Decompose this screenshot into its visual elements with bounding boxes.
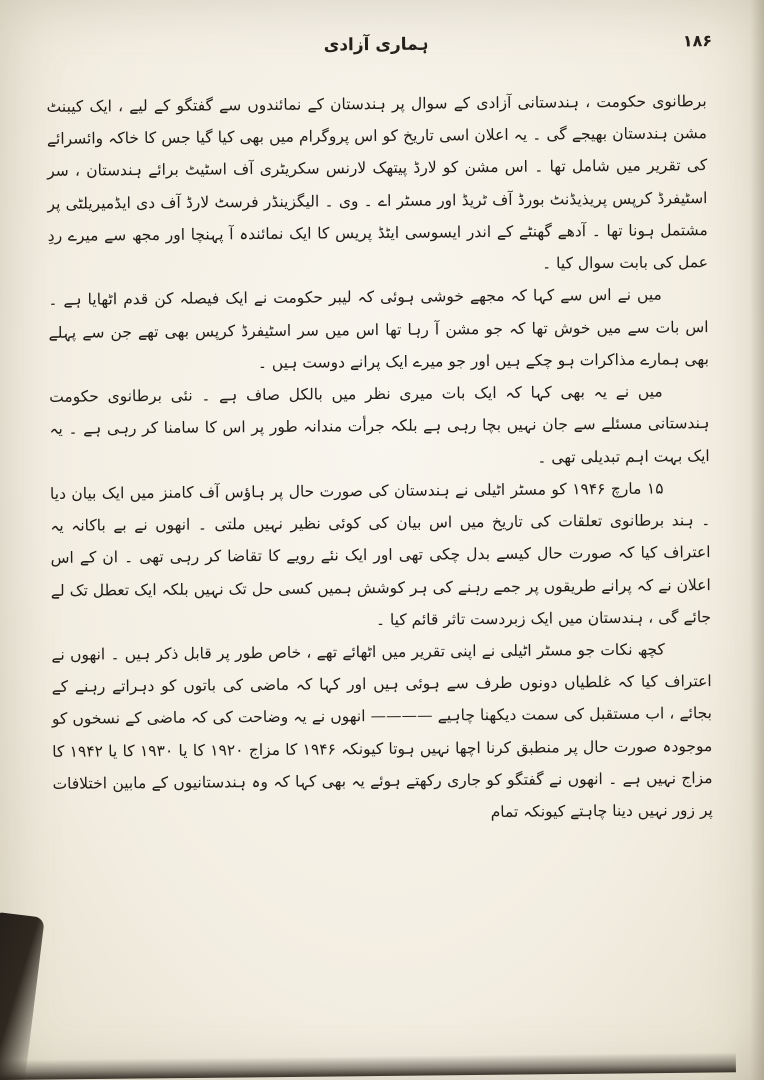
paragraph: کچھ نکات جو مسٹر اٹیلی نے اپنی تقریر میں اٹھائے تھے ، خاص طور پر قابل ذکر ہیں ۔ انھوں نے اعتراف کیا کہ غلطیاں دونوں طرف سے ہوئی ہیں اور کہا کہ ماضی کی باتوں کو دہراتے رہنے کے بجائے ، اب مستقبل کی سمت دیکھنا چاہیے ———— انھوں نے یہ وضاحت کی کہ ماضی کے نسخوں کو موجودہ صورت حال پر منطبق کرنا اچھا نہیں ہوتا کیونکہ ۱۹۴۶ کا مزاج ۱۹۲۰ کا یا ۱۹۳۰ کا یا ۱۹۴۲ کا مزاج نہیں ہے ۔ انھوں نے گفتگو کو جاری رکھتے ہوئے یہ بھی کہا کہ وہ ہندستانیوں کے مابین اختلافات پر زور نہیں دینا چاہتے کیونکہ تمام [51, 640, 713, 822]
paragraph: برطانوی حکومت ، ہندستانی آزادی کے سوال پر ہندستان کے نمائندوں سے گفتگو کے لیے ، ایک کیبنٹ مشن ہندستان بھیجے گی ۔ یہ اعلان اسی تاریخ کو اس پروگرام میں بھی کیا گیا جس کا خاکہ وائسرائے کی تقریر میں شامل تھا ۔ اس مشن کو لارڈ پیتھک لارنس سکریٹری آف اسٹیٹ برائے ہندستان ، سر اسٹیفرڈ کرپس پریذیڈنٹ بورڈ آف ٹریڈ اور مسٹر اے ۔ وی ۔ الیگزینڈر فرسٹ لارڈ آف دی ایڈمیریلٹی پر مشتمل ہونا تھا ۔ آدھے گھنٹے کے اندر ایسوسی ایٹڈ پریس کا ایک نمائندہ آ پہنچا اور مجھ سے میرے ردِ عمل کی بابت سوال کیا ۔ [46, 92, 709, 273]
page-title: ہماری آزادی [323, 34, 429, 56]
scan-shadow-right-edge [750, 0, 764, 1080]
page-content [46, 31, 713, 832]
page-number: ۱۸۶ [682, 31, 713, 51]
paragraph: میں نے اس سے کہا کہ مجھے خوشی ہوئی کہ لیبر حکومت نے ایک فیصلہ کن قدم اٹھایا ہے ۔ اس بات سے میں خوش تھا کہ جو مشن آ رہا تھا اس میں سر اسٹیفرڈ کرپس بھی تھے جن سے پہلے بھی ہمارے مذاکرات ہو چکے ہیں اور جو میرے ایک پرانے دوست ہیں ۔ [48, 285, 709, 372]
body-text [46, 85, 712, 832]
scan-artifact-corner [0, 912, 45, 1080]
page-header [46, 31, 713, 83]
paragraph: ۱۵ مارچ ۱۹۴۶ کو مسٹر اٹیلی نے ہندستان کی صورت حال پر ہاؤس آف کامنز میں ایک بیان دیا ۔ ہند برطانوی تعلقات کی تاریخ میں اس بیان کی کوئی نظیر نہیں ملتی ۔ انھوں نے بے باکانہ یہ اعتراف کیا کہ صورت حال کیسے بدل چکی تھی اور ایک نئے رویے کا تقاضا کر رہی تھی ۔ ان کے اس اعلان نے کہ پرانے طریقوں پر جمے رہنے کی ہر کوشش ہمیں کسی حل تک نہیں بلکہ ایک تعطل تک لے جائے گی ، ہندستان میں ایک زبردست تاثر قائم کیا ۔ [49, 479, 712, 629]
scan-artifact-bottom-edge [0, 1052, 736, 1080]
paragraph: میں نے یہ بھی کہا کہ ایک بات میری نظر میں بالکل صاف ہے ۔ نئی برطانوی حکومت ہندستانی مسئلے سے جان نہیں بچا رہی ہے بلکہ جرأت مندانہ طور پر اس کا سامنا کر رہی ہے ۔ یہ ایک بہت اہم تبدیلی تھی ۔ [49, 382, 710, 467]
